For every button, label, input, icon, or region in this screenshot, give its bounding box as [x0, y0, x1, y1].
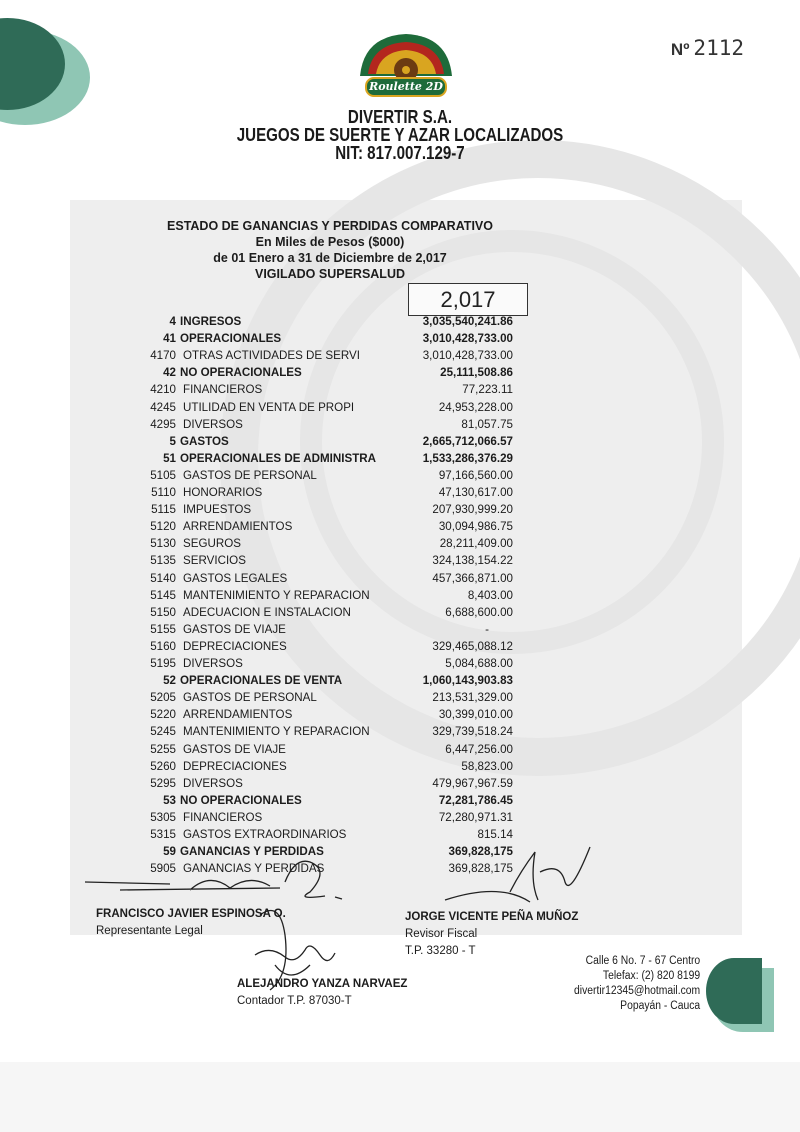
- account-name: NO OPERACIONALES: [180, 366, 302, 380]
- table-row: [0, 809, 513, 826]
- year-column-header: 2,017: [408, 283, 528, 316]
- account-value: 324,138,154.22: [432, 554, 513, 568]
- account-name: DEPRECIACIONES: [183, 759, 287, 773]
- table-row: [0, 706, 513, 723]
- account-value: 457,366,871.00: [432, 571, 513, 585]
- table-row: [0, 313, 513, 330]
- account-code: 4295: [150, 417, 176, 431]
- fiscal-tp: T.P. 33280 - T: [405, 945, 476, 957]
- table-row: [0, 775, 513, 792]
- account-value: 24,953,228.00: [438, 400, 513, 414]
- account-value: 207,930,999.20: [432, 503, 513, 517]
- account-value: 2,665,712,066.57: [422, 434, 513, 448]
- account-value: 30,399,010.00: [438, 708, 513, 722]
- account-name: ADECUACION E INSTALACION: [183, 605, 351, 619]
- account-code: 5120: [150, 520, 176, 534]
- account-value: 369,828,175: [448, 862, 513, 876]
- account-code: 5130: [150, 537, 176, 551]
- account-value: 25,111,508.86: [440, 366, 513, 380]
- account-value: 72,281,786.45: [438, 793, 513, 807]
- table-row: [0, 655, 513, 672]
- account-name: ARRENDAMIENTOS: [183, 520, 293, 534]
- account-code: 5155: [150, 622, 176, 636]
- fiscal-name: JORGE VICENTE PEÑA MUÑOZ: [405, 911, 579, 923]
- account-code: 5295: [150, 776, 176, 790]
- account-name: GASTOS: [180, 434, 229, 448]
- fiscal-role: Revisor Fiscal: [405, 928, 478, 940]
- account-value: 1,533,286,376.29: [422, 451, 513, 465]
- table-row: [0, 416, 513, 433]
- account-value: 329,465,088.12: [432, 639, 513, 653]
- table-row: [0, 501, 513, 518]
- account-value: 3,035,540,241.86: [422, 315, 513, 328]
- account-name: GASTOS EXTRAORDINARIOS: [183, 828, 347, 841]
- account-name: MANTENIMIENTO Y REPARACION: [183, 725, 370, 739]
- account-name: GANANCIAS Y PERDIDAS: [183, 862, 325, 876]
- signature-fiscal-icon: [440, 842, 600, 912]
- table-row: [0, 741, 513, 758]
- account-name: GANANCIAS Y PERDIDAS: [180, 845, 324, 859]
- account-name: NO OPERACIONALES: [180, 793, 302, 807]
- account-name: FINANCIEROS: [183, 383, 263, 397]
- account-name: IMPUESTOS: [183, 503, 252, 517]
- document-number: [671, 36, 744, 60]
- account-value: 77,223.11: [462, 383, 513, 397]
- account-name: OPERACIONALES: [180, 332, 282, 346]
- account-value: 479,967,967.59: [432, 776, 513, 790]
- table-row: [0, 518, 513, 535]
- table-row: [0, 621, 513, 638]
- account-name: DEPRECIACIONES: [183, 639, 287, 653]
- table-row: [0, 792, 513, 809]
- account-code: 5105: [150, 468, 176, 482]
- account-code: 5220: [150, 708, 176, 722]
- table-row: [0, 381, 513, 398]
- account-name: OPERACIONALES DE VENTA: [180, 674, 343, 688]
- table-row: [0, 330, 513, 347]
- statement-supervision: VIGILADO SUPERSALUD: [254, 267, 405, 281]
- scan-bottom-strip: [0, 1062, 800, 1132]
- account-name: HONORARIOS: [183, 486, 263, 499]
- account-value: 47,130,617.00: [438, 486, 513, 499]
- contact-address: Calle 6 No. 7 - 67 Centro: [585, 955, 700, 967]
- account-code: 4245: [150, 400, 176, 414]
- account-name: OTRAS ACTIVIDADES DE SERVI: [183, 349, 360, 363]
- account-value: 8,403.00: [467, 588, 513, 602]
- account-value: 329,739,518.24: [432, 725, 513, 739]
- account-name: OPERACIONALES DE ADMINISTRA: [180, 451, 377, 465]
- legal-rep-name: FRANCISCO JAVIER ESPINOSA O.: [96, 908, 286, 920]
- account-value: -: [485, 622, 489, 636]
- account-code: 5905: [150, 862, 176, 876]
- account-code: 53: [163, 793, 176, 807]
- accountant-name: ALEJANDRO YANZA NARVAEZ: [237, 978, 408, 990]
- account-value: 81,057.75: [461, 417, 513, 431]
- table-row: [0, 467, 513, 484]
- account-code: 5245: [150, 725, 176, 739]
- statement-title: ESTADO DE GANANCIAS Y PERDIDAS COMPARATIVO: [167, 219, 493, 233]
- account-code: 5115: [151, 503, 176, 517]
- account-value: 6,447,256.00: [445, 742, 513, 756]
- accountant-role: Contador T.P. 87030-T: [237, 995, 352, 1007]
- table-row: [0, 587, 513, 604]
- account-name: SEGUROS: [183, 537, 241, 551]
- table-row: [0, 638, 513, 655]
- company-logo: [354, 30, 458, 102]
- table-row: [0, 347, 513, 364]
- account-name: GASTOS DE VIAJE: [183, 622, 286, 636]
- account-value: 58,823.00: [461, 759, 513, 773]
- account-code: 4170: [150, 349, 176, 363]
- table-row: [0, 689, 513, 706]
- account-code: 5195: [150, 657, 176, 670]
- account-code: 5145: [150, 588, 176, 602]
- account-name: MANTENIMIENTO Y REPARACION: [183, 588, 370, 602]
- account-code: 4: [169, 315, 176, 328]
- account-name: DIVERSOS: [183, 657, 243, 670]
- account-value: 97,166,560.00: [438, 468, 513, 482]
- document-number-label: Nº: [670, 40, 690, 59]
- account-code: 52: [163, 674, 176, 688]
- account-value: 30,094,986.75: [438, 520, 513, 534]
- account-name: DIVERSOS: [183, 417, 243, 431]
- company-nit: NIT: 817.007.129-7: [335, 143, 465, 163]
- account-code: 5260: [150, 759, 176, 773]
- account-name: GASTOS DE PERSONAL: [183, 691, 317, 705]
- company-name: DIVERTIR S.A.: [347, 107, 453, 127]
- table-row: [0, 723, 513, 740]
- account-code: 5205: [150, 691, 176, 705]
- table-row: [0, 484, 513, 501]
- table-row: [0, 826, 513, 843]
- account-name: INGRESOS: [180, 315, 242, 328]
- account-name: GASTOS DE PERSONAL: [183, 468, 317, 482]
- legal-rep-role: Representante Legal: [96, 925, 203, 937]
- account-name: FINANCIEROS: [183, 810, 263, 824]
- contact-email: divertir12345@hotmail.com: [573, 985, 700, 997]
- contact-city: Popayán - Cauca: [620, 1000, 700, 1012]
- account-code: 5140: [150, 571, 176, 585]
- account-code: 5315: [150, 828, 176, 841]
- account-code: 41: [163, 332, 176, 346]
- table-row: [0, 570, 513, 587]
- account-code: 51: [163, 451, 176, 465]
- table-row: [0, 552, 513, 569]
- account-value: 213,531,329.00: [432, 691, 513, 705]
- table-row: [0, 535, 513, 552]
- account-name: UTILIDAD EN VENTA DE PROPI: [183, 400, 355, 414]
- account-code: 5: [169, 434, 176, 448]
- account-value: 3,010,428,733.00: [422, 332, 513, 346]
- contact-block: [574, 954, 700, 1014]
- table-row: [0, 672, 513, 689]
- table-row: [0, 399, 513, 416]
- account-code: 5160: [150, 639, 176, 653]
- table-row: [0, 604, 513, 621]
- table-row: [0, 758, 513, 775]
- account-value: 369,828,175: [448, 845, 513, 859]
- account-code: 5110: [151, 486, 176, 499]
- account-value: 5,084,688.00: [445, 657, 513, 670]
- account-name: ARRENDAMIENTOS: [183, 708, 293, 722]
- account-code: 4210: [150, 383, 176, 397]
- document-number-value: 2112: [693, 36, 744, 60]
- account-name: GASTOS LEGALES: [183, 571, 288, 585]
- account-code: 5255: [150, 742, 176, 756]
- statement-units: En Miles de Pesos ($000): [255, 235, 405, 249]
- account-value: 72,280,971.31: [438, 810, 513, 824]
- account-name: GASTOS DE VIAJE: [183, 742, 286, 756]
- account-name: DIVERSOS: [183, 776, 243, 790]
- account-value: 3,010,428,733.00: [422, 349, 513, 363]
- logo-text: Roulette 2D: [369, 80, 443, 93]
- account-value: 1,060,143,903.83: [422, 674, 513, 688]
- account-value: 28,211,409.00: [439, 537, 513, 551]
- account-value: 6,688,600.00: [445, 605, 513, 619]
- account-code: 5305: [150, 810, 176, 824]
- table-row: [0, 364, 513, 381]
- corner-decoration-bottom-right-dark: [706, 958, 762, 1024]
- account-code: 5135: [150, 554, 176, 568]
- statement-period: de 01 Enero a 31 de Diciembre de 2,017: [213, 251, 447, 265]
- company-activity: JUEGOS DE SUERTE Y AZAR LOCALIZADOS: [236, 125, 564, 145]
- account-value: 815.14: [477, 828, 513, 841]
- table-row: [0, 433, 513, 450]
- account-code: 59: [163, 845, 176, 859]
- account-code: 5150: [150, 605, 176, 619]
- contact-phone: Telefax: (2) 820 8199: [602, 970, 700, 982]
- account-name: SERVICIOS: [183, 554, 246, 568]
- account-code: 42: [163, 366, 176, 380]
- table-row: [0, 450, 513, 467]
